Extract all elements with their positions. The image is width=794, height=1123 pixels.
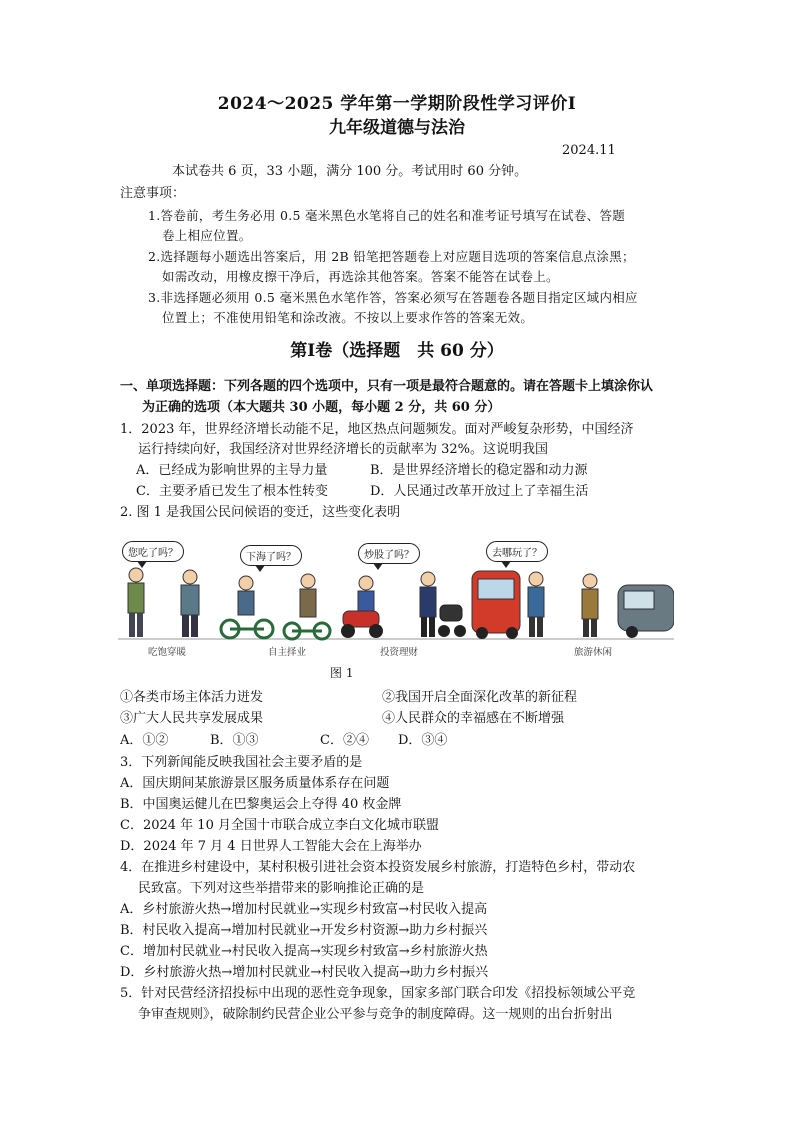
option-c: C．②④ bbox=[320, 733, 369, 748]
option-c: C．增加村民就业→村民收入提高→实现乡村致富→乡村旅游火热 bbox=[120, 944, 488, 959]
note-line: 3.非选择题必须用 0.5 毫米黑色水笔作答，答案必须写在答题卷各题目指定区域内相应 bbox=[148, 290, 638, 305]
option-c: C．2024 年 10 月全国十市联合成立李白文化城市联盟 bbox=[120, 818, 439, 833]
statement-3: ③广大人民共享发展成果 bbox=[120, 711, 264, 726]
panel-4-figures bbox=[472, 571, 674, 639]
option-a: A．已经成为影响世界的主导力量 bbox=[136, 463, 328, 478]
panel-1-figures bbox=[128, 568, 199, 637]
panel-caption: 自主择业 bbox=[268, 647, 307, 658]
option-b: B．中国奥运健儿在巴黎奥运会上夺得 40 枚金牌 bbox=[120, 797, 402, 812]
section-title: 第Ⅰ卷（选择题 共 60 分） bbox=[290, 341, 504, 361]
question-5-stem: 5．针对民营经济招投标中出现的恶性竞争现象，国家多部门联合印发《招投标领域公平竞 bbox=[120, 986, 636, 1001]
part-instructions: 为正确的选项（本大题共 30 小题，每小题 2 分，共 60 分） bbox=[142, 400, 501, 415]
statement-1: ①各类市场主体活力迸发 bbox=[120, 690, 264, 705]
question-3-stem: 3．下列新闻能反映我国社会主要矛盾的是 bbox=[120, 755, 363, 770]
option-d: D．③④ bbox=[398, 733, 448, 748]
statement-4: ④人民群众的幸福感在不断增强 bbox=[382, 711, 565, 726]
option-d: D．2024 年 7 月 4 日世界人工智能大会在上海举办 bbox=[120, 839, 422, 854]
panel-3-figures bbox=[341, 572, 466, 638]
note-line: 如需改动，用橡皮擦干净后，再选涂其他答案。答案不能答在试卷上。 bbox=[162, 269, 559, 284]
greeting-bubble: 炒股了吗？ bbox=[358, 543, 420, 564]
question-1-stem: 1．2023 年，世界经济增长动能不足，地区热点问题频发。面对严峻复杂形势，中国经济 bbox=[120, 422, 634, 437]
panel-2-figures bbox=[221, 574, 330, 639]
question-5-stem: 争审查规则》，破除制约民营企业公平参与竞争的制度障碍。这一规则的出台折射出 bbox=[138, 1007, 613, 1022]
option-b: B．村民收入提高→增加村民就业→开发乡村资源→助力乡村振兴 bbox=[120, 923, 488, 938]
greeting-bubble: 下海了吗？ bbox=[240, 545, 302, 566]
option-c: C．主要矛盾已发生了根本性转变 bbox=[136, 484, 328, 499]
panel-caption: 吃饱穿暖 bbox=[148, 647, 187, 658]
option-b: B．①③ bbox=[210, 733, 259, 748]
figure-label: 图 1 bbox=[330, 666, 354, 680]
option-b: B．是世界经济增长的稳定器和动力源 bbox=[370, 463, 588, 478]
question-1-stem: 运行持续向好，我国经济对世界经济增长的贡献率为 32%。这说明我国 bbox=[138, 442, 549, 457]
notes-heading: 注意事项： bbox=[120, 186, 186, 201]
statement-2: ②我国开启全面深化改革的新征程 bbox=[382, 690, 578, 705]
panel-caption: 投资理财 bbox=[380, 647, 419, 658]
exam-intro: 本试卷共 6 页，33 小题，满分 100 分。考试用时 60 分钟。 bbox=[172, 164, 528, 179]
exam-subject: 九年级道德与法治 bbox=[329, 118, 465, 138]
option-a: A．国庆期间某旅游景区服务质量体系存在问题 bbox=[120, 776, 390, 791]
part-instructions: 一、单项选择题：下列各题的四个选项中，只有一项是最符合题意的。请在答题卡上填涂你认 bbox=[120, 379, 654, 394]
option-a: A．乡村旅游火热→增加村民就业→实现乡村致富→村民收入提高 bbox=[120, 902, 488, 917]
note-line: 卷上相应位置。 bbox=[162, 228, 252, 243]
option-d: D．乡村旅游火热→增加村民就业→村民收入提高→助力乡村振兴 bbox=[120, 965, 489, 980]
note-line: 位置上；不准使用铅笔和涂改液。不按以上要求作答的答案无效。 bbox=[162, 310, 534, 325]
option-a: A．①② bbox=[120, 733, 169, 748]
option-d: D．人民通过改革开放过上了幸福生活 bbox=[370, 484, 589, 499]
greeting-comic-figure bbox=[118, 535, 674, 660]
exam-date: 2024.11 bbox=[562, 143, 616, 158]
question-4-stem: 4．在推进乡村建设中，某村积极引进社会资本投资发展乡村旅游，打造特色乡村，带动农 bbox=[120, 860, 636, 875]
greeting-bubble: 去哪玩了？ bbox=[486, 541, 548, 562]
question-4-stem: 民致富。下列对这些举措带来的影响推论正确的是 bbox=[138, 881, 425, 896]
note-line: 1.答卷前，考生务必用 0.5 毫米黑色水笔将自己的姓名和准考证号填写在试卷、答题 bbox=[148, 208, 626, 223]
panel-caption: 旅游休闲 bbox=[574, 647, 613, 658]
greeting-bubble: 您吃了吗？ bbox=[122, 541, 184, 562]
exam-title: 2024～2025 学年第一学期阶段性学习评价Ⅰ bbox=[217, 94, 577, 114]
question-2-stem: 2. 图 1 是我国公民问候语的变迁，这些变化表明 bbox=[120, 505, 401, 520]
note-line: 2.选择题每小题选出答案后，用 2B 铅笔把答题卷上对应题目选项的答案信息点涂黑； bbox=[148, 249, 635, 264]
